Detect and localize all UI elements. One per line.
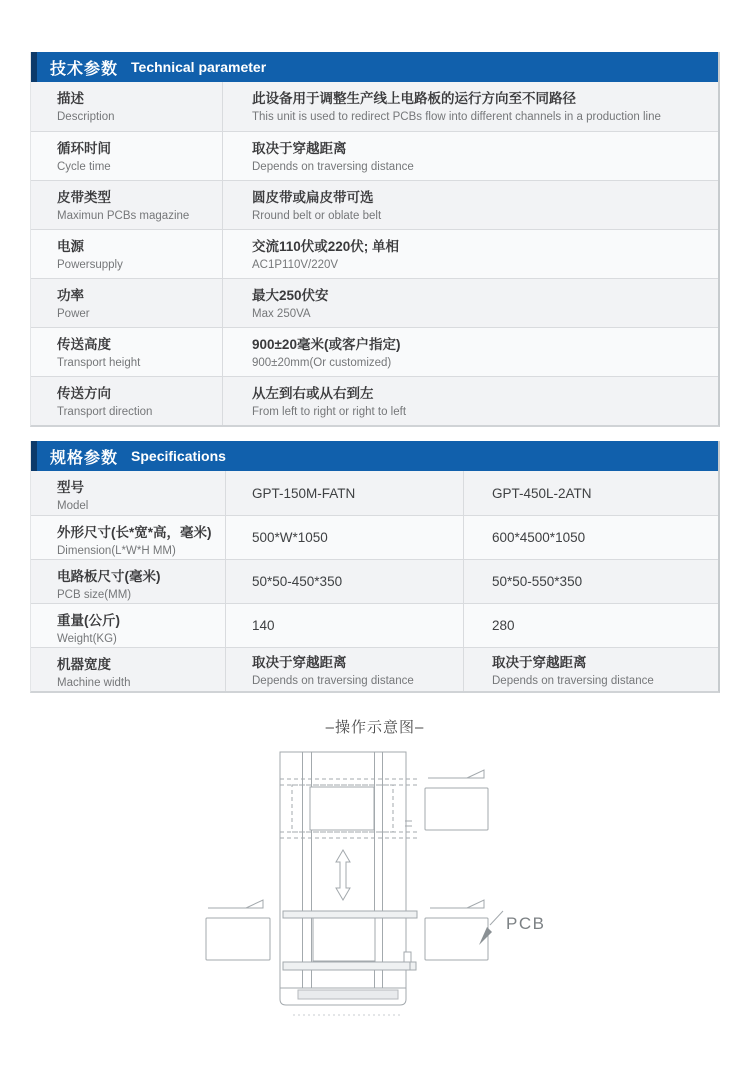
operation-diagram xyxy=(0,745,750,1040)
row-value-zh: 交流110伏或220伏; 单相 xyxy=(252,239,400,254)
table-row xyxy=(31,647,718,691)
row-label xyxy=(31,132,223,180)
pcb-label: PCB xyxy=(506,914,546,933)
row-label-zh: 传送高度 xyxy=(57,337,111,352)
row-value-zh: 取决于穿越距离 xyxy=(252,141,347,156)
specifications-table-title-zh: 规格参数 xyxy=(50,449,119,467)
model-2-cell xyxy=(464,516,718,559)
flow-direction-arrow-icon xyxy=(430,900,484,908)
machine-base-plate xyxy=(298,990,398,999)
row-value xyxy=(223,279,718,327)
operation-diagram-title: –操作示意图– xyxy=(325,719,425,736)
row-label-en: Model xyxy=(57,499,89,512)
row-label-en: Transport height xyxy=(57,356,141,369)
table-row xyxy=(31,180,718,229)
technical-parameter-table xyxy=(30,52,720,427)
model-1-cell xyxy=(226,560,464,603)
flow-direction-arrow-icon xyxy=(428,770,484,778)
technical-table-header xyxy=(31,52,718,82)
specifications-table-title-en: Specifications xyxy=(131,448,226,464)
table-row xyxy=(31,131,718,180)
row-value-zh: 此设备用于调整生产线上电路板的运行方向至不同路径 xyxy=(252,91,576,106)
row-label-en: PCB size(MM) xyxy=(57,588,132,601)
rail-hook-nub xyxy=(410,962,416,970)
row-value xyxy=(223,230,718,278)
row-label-zh: 传送方向 xyxy=(57,386,111,401)
table-row xyxy=(31,229,718,278)
row-label xyxy=(31,181,223,229)
cell-value: GPT-450L-2ATN xyxy=(492,485,592,501)
row-label xyxy=(31,230,223,278)
row-label-zh: 型号 xyxy=(57,480,84,495)
row-label-en: Power xyxy=(57,307,90,320)
row-label xyxy=(31,648,226,691)
cell-value-zh: 取决于穿越距离 xyxy=(492,655,587,670)
row-label xyxy=(31,279,223,327)
table-row xyxy=(31,471,718,515)
cell-value: 280 xyxy=(492,618,515,633)
row-value-en: 900±20mm(Or customized) xyxy=(252,356,392,369)
row-label xyxy=(31,377,223,425)
cell-value: GPT-150M-FATN xyxy=(252,485,356,501)
row-label-zh: 电源 xyxy=(57,239,84,254)
cell-value-zh: 取决于穿越距离 xyxy=(252,655,347,670)
table-row xyxy=(31,327,718,376)
row-label-en: Description xyxy=(57,110,115,123)
row-label-zh: 描述 xyxy=(57,91,84,106)
technical-table-title-en: Technical parameter xyxy=(131,59,267,75)
pcb-on-upper-conveyor xyxy=(310,787,374,830)
row-label xyxy=(31,516,226,559)
row-label-en: Powersupply xyxy=(57,258,123,271)
model-1-cell xyxy=(226,604,464,647)
model-2-cell xyxy=(464,648,718,691)
row-label-zh: 皮带类型 xyxy=(57,190,111,205)
cell-value: 50*50-450*350 xyxy=(252,574,343,589)
technical-table-rows xyxy=(31,82,718,425)
cell-value: 600*4500*1050 xyxy=(492,530,586,545)
conveyor-rail-upper-bar xyxy=(283,911,417,918)
row-label-en: Machine width xyxy=(57,676,131,689)
conveyor-rail-lower-bar xyxy=(283,962,410,970)
row-label-zh: 外形尺寸(长*宽*高，毫米) xyxy=(57,525,212,540)
row-label-zh: 循环时间 xyxy=(57,141,111,156)
row-label xyxy=(31,328,223,376)
model-1-cell xyxy=(226,648,464,691)
cell-value-en: Depends on traversing distance xyxy=(252,674,414,687)
cell-value-en: Depends on traversing distance xyxy=(492,674,654,687)
pcb-incoming-left xyxy=(206,918,270,960)
row-label-en: Cycle time xyxy=(57,160,111,173)
model-2-cell xyxy=(464,604,718,647)
row-label-zh: 重量(公斤) xyxy=(57,613,120,628)
row-value xyxy=(223,181,718,229)
row-value-zh: 最大250伏安 xyxy=(252,288,329,303)
row-label xyxy=(31,604,226,647)
row-label-zh: 机器宽度 xyxy=(57,657,111,672)
table-row xyxy=(31,515,718,559)
pcb-on-lower-conveyor xyxy=(313,918,375,961)
row-label-en: Dimension(L*W*H MM) xyxy=(57,544,176,557)
table-row xyxy=(31,559,718,603)
model-1-cell xyxy=(226,471,464,515)
row-label-en: Weight(KG) xyxy=(57,632,117,645)
row-label xyxy=(31,560,226,603)
cell-value: 500*W*1050 xyxy=(252,530,328,545)
pcb-outgoing-top-right xyxy=(425,788,488,830)
row-value xyxy=(223,328,718,376)
model-2-cell xyxy=(464,471,718,515)
flow-direction-arrow-icon xyxy=(208,900,263,908)
row-label-zh: 功率 xyxy=(57,288,84,303)
row-value xyxy=(223,377,718,425)
row-value-zh: 从左到右或从右到左 xyxy=(252,386,374,401)
row-value-en: Rround belt or oblate belt xyxy=(252,209,382,222)
model-2-cell xyxy=(464,560,718,603)
table-row xyxy=(31,376,718,425)
row-value-zh: 圆皮带或扁皮带可选 xyxy=(252,190,374,205)
table-row xyxy=(31,82,718,131)
row-value-en: From left to right or right to left xyxy=(252,405,407,418)
pcb-leader-line xyxy=(490,911,503,925)
row-label-en: Transport direction xyxy=(57,405,153,418)
rail-hook xyxy=(404,952,411,962)
row-value-en: Max 250VA xyxy=(252,307,311,320)
up-down-arrow-icon xyxy=(336,850,350,900)
row-value xyxy=(223,82,718,131)
technical-table-title-zh: 技术参数 xyxy=(50,60,119,78)
table-row xyxy=(31,278,718,327)
table-row xyxy=(31,603,718,647)
model-1-cell xyxy=(226,516,464,559)
row-label xyxy=(31,82,223,131)
row-value-en: AC1P110V/220V xyxy=(252,258,339,271)
specifications-table xyxy=(30,441,720,693)
row-value-en: Depends on traversing distance xyxy=(252,160,414,173)
row-label xyxy=(31,471,226,515)
cell-value: 140 xyxy=(252,618,275,633)
specifications-table-header xyxy=(31,441,718,471)
cell-value: 50*50-550*350 xyxy=(492,574,583,589)
specifications-table-rows xyxy=(31,471,718,691)
pcb-outgoing-right xyxy=(425,918,488,960)
row-label-en: Maximun PCBs magazine xyxy=(57,209,190,222)
row-value-zh: 900±20毫米(或客户指定) xyxy=(252,337,401,352)
row-label-zh: 电路板尺寸(毫米) xyxy=(57,569,161,584)
row-value-en: This unit is used to redirect PCBs flow into different channels in a production line xyxy=(252,110,661,123)
row-value xyxy=(223,132,718,180)
